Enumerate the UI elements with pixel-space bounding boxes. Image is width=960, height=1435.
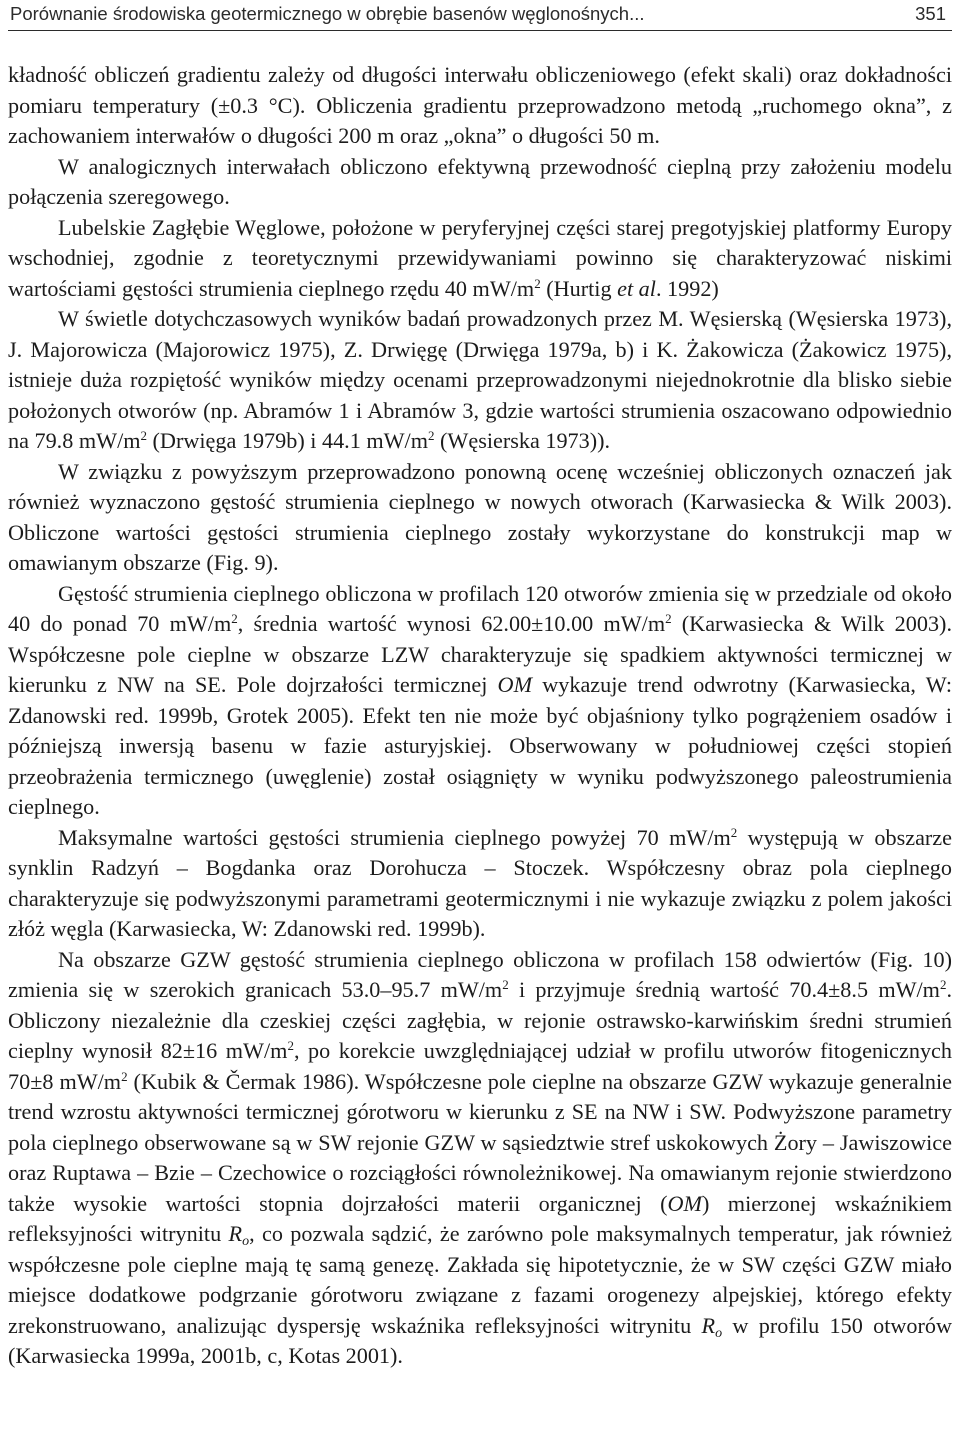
superscript: 2 xyxy=(427,428,435,443)
text-run: występują w obszarze synklin Radzyń – Bogdanka oraz Dorohucza – Stoczek. Współczesny obraz pola cieplnego charakteryzuje się podwyższonymi parametrami geotermicznymi i nie wykazuje związku z polem jakości złóż węgla (Karwasiecka, W: Zdanowski red. 1999b). xyxy=(8,824,952,941)
running-title: Porównanie środowiska geotermicznego w obrębie basenów węglonośnych... xyxy=(10,3,645,24)
superscript: 2 xyxy=(287,1038,294,1053)
text-run: ) mierzonej wskaźnikiem refleksyjności witrynitu xyxy=(8,1190,952,1246)
paragraph xyxy=(8,945,952,1372)
superscript: 2 xyxy=(502,977,509,992)
paragraph xyxy=(8,60,952,152)
text-run: kładność obliczeń gradientu zależy od długości interwału obliczeniowego (efekt skali) oraz dokładności pomiaru temperatury (±0.3 °C). Obliczenia gradientu przeprowadzono metodą „ruchomego okna”, z zachowaniem interwałów o długości 200 m oraz „okna” o długości 50 m. xyxy=(8,62,952,148)
running-header xyxy=(8,0,952,30)
superscript: 2 xyxy=(534,275,541,291)
paragraph xyxy=(8,823,952,945)
superscript: 2 xyxy=(121,1068,128,1084)
superscript: 2 xyxy=(665,611,672,626)
text-run: . Obliczony niezależnie dla czeskiej części zagłębia, w rejonie ostrawsko-karwińskim średni strumień cieplny wynosił 82±16 mW/m xyxy=(8,977,952,1063)
text-run: Lubelskie Zagłębie Węglowe, położone w peryferyjnej części starej pregotyjskiej platformy Europy wschodniej, zgodnie z teoretycznymi przewidywaniami powinno się charakteryzować niskimi wartościami gęstości strumienia cieplnego rzędu 40 mW/m xyxy=(8,214,952,301)
text-run: (Węsierska 1973)). xyxy=(434,428,611,453)
subscript: o xyxy=(242,1234,250,1249)
italic-text: R xyxy=(228,1221,243,1246)
italic-text: OM xyxy=(667,1190,703,1216)
text-run: Na obszarze GZW gęstość strumienia cieplnego obliczona w profilach 158 odwiertów (Fig. 10) zmienia się w szerokich granicach 53.0–95.7 mW/m xyxy=(8,946,952,1002)
text-run: . 1992) xyxy=(655,275,719,301)
text-run: (Drwięga 1979b) i 44.1 mW/m xyxy=(147,428,428,453)
text-run: Maksymalne wartości gęstości strumienia cieplnego powyżej 70 mW/m xyxy=(58,824,731,850)
paragraph xyxy=(8,457,952,579)
text-run: wykazuje trend odwrotny (Karwasiecka, W: Zdanowski red. 1999b, Grotek 2005). Efekt ten nie może być objaśniony tylko pogrążeniem osadów i późniejszą inwersją basenu w fazie asturyjskiej. Obserwowany w południowej części stopień przeobrażenia termicznego (uwęglenie) został osiągnięty w wyniku podwyższonego paleostrumienia cieplnego. xyxy=(8,672,952,819)
superscript: 2 xyxy=(730,824,738,840)
italic-text: OM xyxy=(497,672,533,697)
paragraph xyxy=(8,213,952,305)
subscript: o xyxy=(715,1325,723,1341)
text-run: , średnia wartość wynosi 62.00±10.00 mW/m xyxy=(237,611,666,636)
paragraph xyxy=(8,304,952,457)
text-run: W analogicznych interwałach obliczono efektywną przewodność cieplną przy założeniu modelu połączenia szeregowego. xyxy=(8,153,952,209)
page-number: 351 xyxy=(915,3,946,24)
text-run: w profilu 150 otworów (Karwasiecka 1999a, 2001b, c, Kotas 2001). xyxy=(8,1312,952,1368)
body-text xyxy=(8,60,952,1372)
italic-text: R xyxy=(701,1312,716,1338)
italic-text: et al xyxy=(617,275,656,301)
superscript: 2 xyxy=(939,977,947,992)
header-rule xyxy=(8,30,952,31)
text-run: i przyjmuje średnią wartość 70.4±8.5 mW/m xyxy=(508,977,940,1002)
paragraph xyxy=(8,579,952,823)
text-run: (Hurtig xyxy=(540,275,618,301)
paragraph xyxy=(8,152,952,213)
text-run: (Kubik & Čermak 1986). Współczesne pole cieplne na obszarze GZW wykazuje generalnie trend wzrostu aktywności termicznej górotworu w kierunku z SE na NW i SW. Podwyższone parametry pola cieplnego obserwowane są w SW rejonie GZW w sąsiedztwie stref uskokowych Żory – Jawiszowice oraz Ruptawa – Bzie – Czechowice o rozciągłości równoleżnikowej. Na omawianym rejonie stwierdzono także wysokie wartości stopnia dojrzałości materii organicznej ( xyxy=(8,1068,952,1216)
superscript: 2 xyxy=(140,428,147,443)
text-run: Gęstość strumienia cieplnego obliczona w profilach 120 otworów zmienia się w przedziale od około 40 do ponad 70 mW/m xyxy=(8,580,952,636)
document-page xyxy=(8,0,952,1435)
text-run: W świetle dotychczasowych wyników badań prowadzonych przez M. Węsierską (Węsierska 1973), J. Majorowicza (Majorowicz 1975), Z. Drwięgę (Drwięga 1979a, b) i K. Żakowicza (Żakowicz 1975), istnieje duża rozpiętość wyników między ocenami przeprowadzonymi niejednokrotnie dla blisko siebie położonych otworów (np. Abramów 1 i Abramów 3, gdzie wartości strumienia oszacowano odpowiednio na 79.8 mW/m xyxy=(8,306,952,453)
text-run: (Karwasiecka & Wilk 2003). Współczesne pole cieplne w obszarze LZW charakteryzuje się spadkiem aktywności termicznej w kierunku z NW na SE. Pole dojrzałości termicznej xyxy=(8,611,952,697)
text-run: , po korekcie uwzględniającej udział w profilu utworów fitogenicznych 70±8 mW/m xyxy=(8,1038,952,1094)
text-run: W związku z powyższym przeprowadzono ponowną ocenę wcześniej obliczonych oznaczeń jak również wyznaczono gęstość strumienia cieplnego w nowych otworach (Karwasiecka & Wilk 2003). Obliczone wartości gęstości strumienia cieplnego zostały wykorzystane do konstrukcji map w omawianym obszarze (Fig. 9). xyxy=(8,458,952,575)
text-run: , co pozwala sądzić, że zarówno pole maksymalnych temperatur, jak również współczesne pole cieplne mają tę samą genezę. Zakłada się hipotetycznie, że w SW części GZW miało miejsce dodatkowe podgrzanie górotworu związane z fazami orogenezy alpejskiej, którego efekty zrekonstruowano, analizując dyspersję wskaźnika refleksyjności witrynitu xyxy=(8,1221,952,1338)
superscript: 2 xyxy=(231,611,238,626)
